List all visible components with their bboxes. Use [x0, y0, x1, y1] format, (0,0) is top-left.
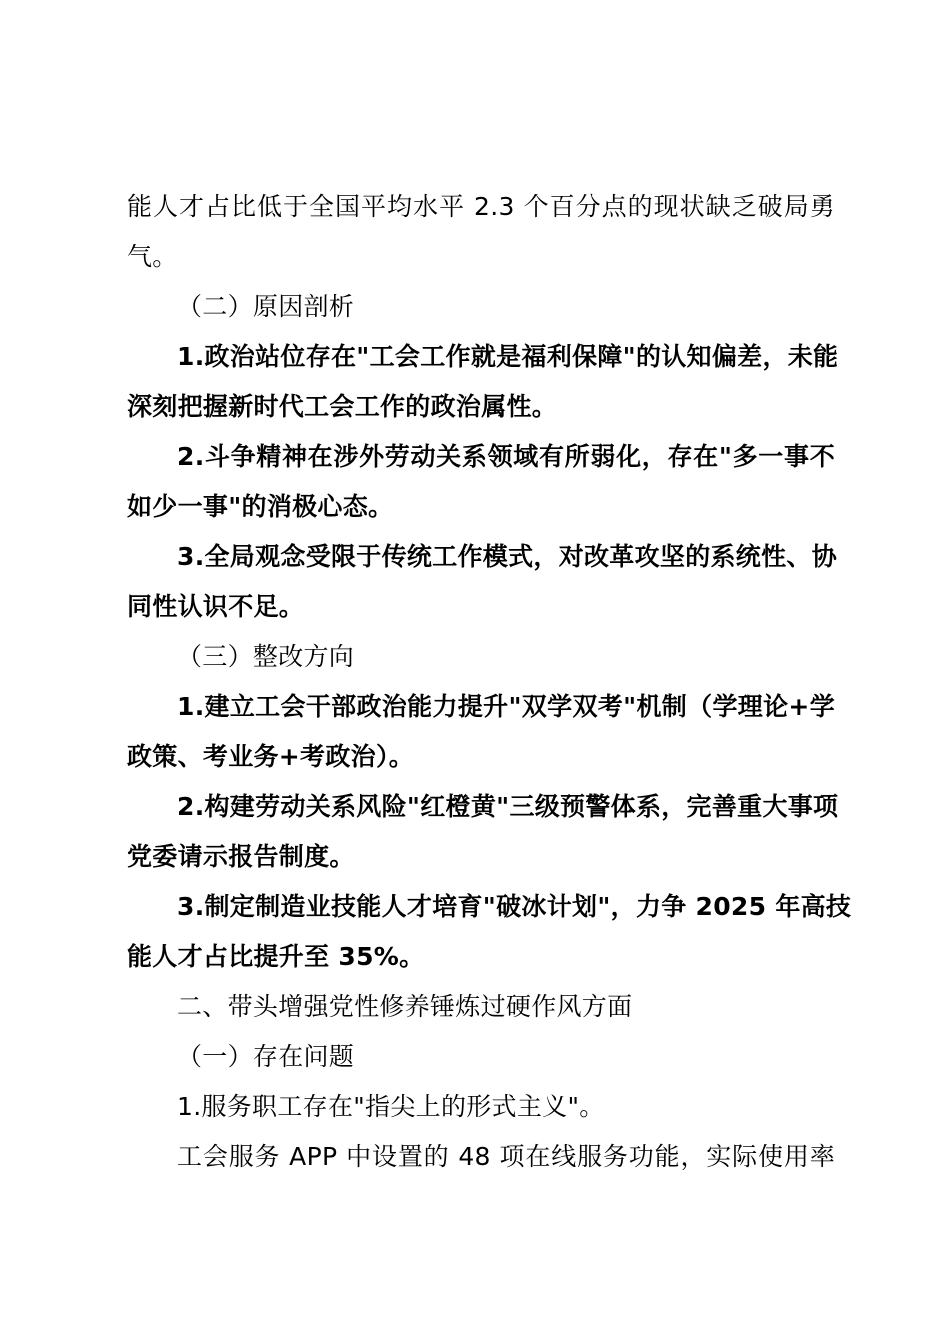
text-line: 1.政治站位存在"工会工作就是福利保障"的认知偏差，未能	[177, 342, 839, 371]
section-heading-part-two	[127, 982, 835, 1032]
text-line: 能人才占比提升至 35%。	[127, 942, 425, 971]
text-line: 1.建立工会干部政治能力提升"双学双考"机制（学理论+学	[177, 692, 835, 721]
cause-item-3	[127, 532, 835, 632]
rectification-item-3	[127, 882, 852, 982]
text-line: 党委请示报告制度。	[127, 842, 355, 871]
text-line: 气。	[127, 242, 178, 271]
text-line: （二）原因剖析	[177, 292, 355, 321]
rectification-item-2	[127, 782, 839, 882]
paragraph-continuation	[127, 182, 835, 282]
paragraph-app-services	[127, 1132, 835, 1182]
text-line: 2.构建劳动关系风险"红橙黄"三级预警体系，完善重大事项	[177, 792, 839, 821]
document-body	[127, 182, 852, 1182]
section-heading-rectification	[127, 632, 835, 682]
text-line: 1.服务职工存在"指尖上的形式主义"。	[177, 1092, 605, 1121]
problem-item-1	[127, 1082, 835, 1132]
rectification-item-1	[127, 682, 835, 782]
text-line: 工会服务 APP 中设置的 48 项在线服务功能，实际使用率	[177, 1142, 835, 1171]
text-line: （三）整改方向	[177, 642, 355, 671]
text-line: 能人才占比低于全国平均水平 2.3 个百分点的现状缺乏破局勇	[127, 192, 835, 221]
text-line: 3.全局观念受限于传统工作模式，对改革攻坚的系统性、协	[177, 542, 837, 571]
text-line: 3.制定制造业技能人才培育"破冰计划"，力争 2025 年高技	[177, 892, 852, 921]
section-heading-cause-analysis	[127, 282, 835, 332]
text-line: 深刻把握新时代工会工作的政治属性。	[127, 392, 558, 421]
text-line: （一）存在问题	[177, 1042, 355, 1071]
cause-item-2	[127, 432, 835, 532]
text-line: 如少一事"的消极心态。	[127, 492, 394, 521]
text-line: 政策、考业务+考政治）。	[127, 742, 415, 771]
section-heading-existing-problems	[127, 1032, 835, 1082]
text-line: 二、带头增强党性修养锤炼过硬作风方面	[177, 992, 633, 1021]
text-line: 同性认识不足。	[127, 592, 305, 621]
cause-item-1	[127, 332, 839, 432]
text-line: 2.斗争精神在涉外劳动关系领域有所弱化，存在"多一事不	[177, 442, 835, 471]
